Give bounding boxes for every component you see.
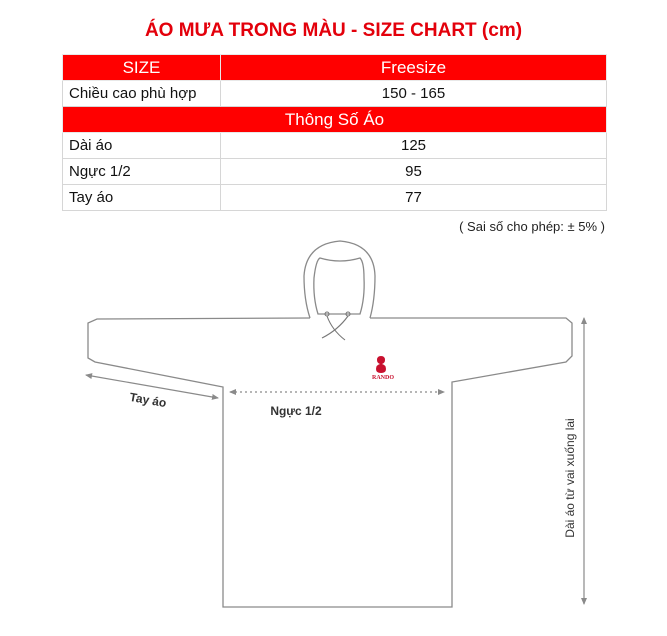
row-label: Dài áo: [63, 133, 221, 159]
coat-outline: [88, 241, 572, 607]
page-title: ÁO MƯA TRONG MÀU - SIZE CHART (cm): [144, 20, 523, 41]
size-header-row: [63, 55, 607, 81]
raincoat-diagram: [0, 236, 667, 636]
logo-text: RANDO: [372, 375, 394, 381]
table-row: [63, 185, 607, 211]
row-value: 95: [221, 159, 607, 185]
spec-section-header-row: [63, 107, 607, 133]
chest-label: Ngực 1/2: [270, 404, 322, 418]
sleeve-label: Tay áo: [128, 389, 168, 411]
row-value: 77: [221, 185, 607, 211]
table-row: [63, 133, 607, 159]
table-row: [63, 159, 607, 185]
fit-height-value: 150 - 165: [221, 81, 607, 107]
spec-section-header: Thông Số Áo: [63, 107, 607, 133]
size-header-label: SIZE: [63, 55, 221, 81]
brand-logo: [372, 356, 394, 381]
row-label: Tay áo: [63, 185, 221, 211]
drawstring-icon: [322, 312, 350, 340]
fit-height-row: [63, 81, 607, 107]
row-label: Ngực 1/2: [63, 159, 221, 185]
row-value: 125: [221, 133, 607, 159]
fit-height-label: Chiều cao phù hợp: [63, 81, 221, 107]
length-label: Dài áo từ vai xuống lai: [563, 418, 577, 538]
size-chart-table: [62, 54, 607, 211]
tolerance-note: ( Sai số cho phép: ± 5% ): [459, 219, 605, 234]
size-header-value: Freesize: [221, 55, 607, 81]
